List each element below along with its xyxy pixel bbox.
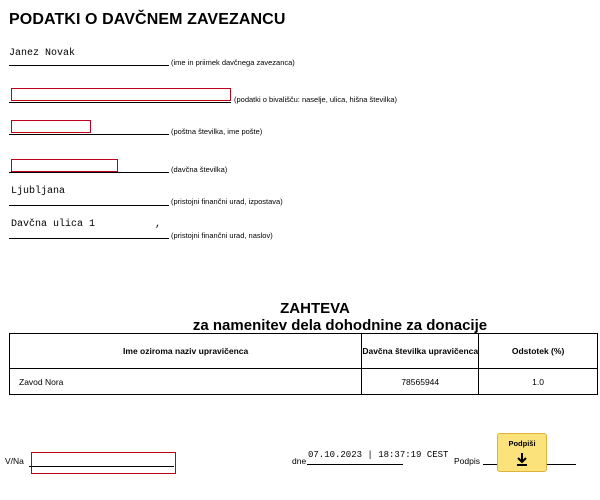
beneficiary-percent-cell[interactable]: 1.0 xyxy=(479,369,598,395)
signature-label: Podpis xyxy=(454,456,480,466)
beneficiary-table xyxy=(9,333,598,395)
address-input[interactable] xyxy=(11,88,231,101)
date-label: dne xyxy=(292,456,307,466)
address-caption: (podatki o bivališču: naselje, ulica, hišna številka) xyxy=(234,95,397,104)
tax-office-address-comma: , xyxy=(155,219,162,230)
date-underline xyxy=(307,464,403,465)
tax-office-value[interactable]: Ljubljana xyxy=(11,186,66,197)
taxpayer-name-value[interactable]: Janez Novak xyxy=(9,48,76,59)
tax-office-address-caption: (pristojni finančni urad, naslov) xyxy=(171,231,273,240)
sign-button-label: Podpiši xyxy=(508,439,536,448)
address-underline xyxy=(9,102,231,103)
tax-number-input[interactable] xyxy=(11,159,118,172)
tax-number-underline xyxy=(9,172,169,173)
tax-office-address-underline xyxy=(9,238,169,239)
postal-underline xyxy=(9,134,169,135)
postal-caption: (poštna številka, ime pošte) xyxy=(171,127,263,136)
column-header-tax-id: Davčna številka upravičenca xyxy=(362,334,479,369)
request-subtitle: za namenitev dela dohodnine za donacije xyxy=(192,317,488,334)
tax-office-address-value[interactable]: Davčna ulica 1 xyxy=(11,219,96,230)
tax-number-caption: (davčna številka) xyxy=(171,165,228,174)
sign-button[interactable] xyxy=(497,433,547,472)
tax-office-caption: (pristojni finančni urad, izpostava) xyxy=(171,197,283,206)
taxpayer-name-underline xyxy=(9,65,169,66)
place-underline xyxy=(29,466,174,467)
tax-office-underline xyxy=(9,205,169,206)
table-row xyxy=(10,369,598,395)
taxpayer-name-caption: (ime in priimek davčnega zavezanca) xyxy=(171,58,295,67)
request-title: ZAHTEVA xyxy=(280,300,350,317)
place-input[interactable] xyxy=(31,452,176,474)
beneficiary-name-cell[interactable]: Zavod Nora xyxy=(10,369,362,395)
beneficiary-tax-id-cell[interactable]: 78565944 xyxy=(362,369,479,395)
postal-input[interactable] xyxy=(11,120,91,133)
table-header-row xyxy=(10,334,598,369)
place-label: V/Na xyxy=(5,456,24,466)
column-header-percent: Odstotek (%) xyxy=(479,334,598,369)
column-header-name: Ime oziroma naziv upravičenca xyxy=(10,334,362,369)
download-icon xyxy=(514,451,530,467)
page-title: PODATKI O DAVČNEM ZAVEZANCU xyxy=(9,11,286,28)
date-value: 07.10.2023 | 18:37:19 CEST xyxy=(308,450,449,460)
